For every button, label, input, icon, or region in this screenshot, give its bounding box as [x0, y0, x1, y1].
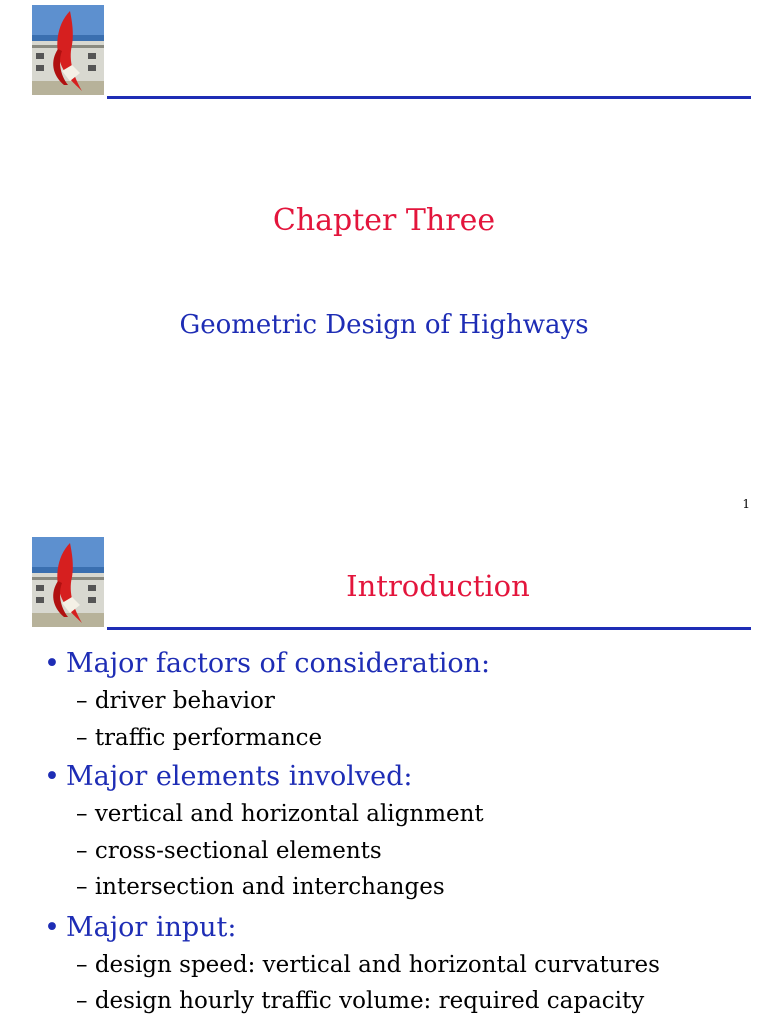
bullet-text: Major elements involved: [66, 761, 413, 792]
sub-item-text: design speed: vertical and horizontal curvatures [94, 952, 660, 978]
sub-item: – traffic performance [76, 725, 323, 751]
sub-item: – intersection and interchanges [76, 874, 445, 900]
university-logo [32, 5, 104, 95]
page-number: 1 [742, 497, 750, 511]
sub-item-text: intersection and interchanges [94, 874, 445, 900]
chapter-subtitle: Geometric Design of Highways [179, 310, 589, 340]
bullet-item: • Major elements involved: [44, 761, 413, 792]
sub-item-text: vertical and horizontal alignment [94, 801, 484, 827]
bullet-item: • Major factors of consideration: [44, 648, 491, 679]
sub-item: – design hourly traffic volume: required capacity [76, 988, 645, 1014]
sub-item-text: driver behavior [94, 688, 275, 714]
sub-item: – design speed: vertical and horizontal curvatures [76, 952, 660, 978]
slide-2 [0, 512, 768, 1024]
header-rule [107, 96, 751, 99]
chapter-title: Chapter Three [272, 203, 496, 238]
header-rule [107, 627, 751, 630]
sub-item: – cross-sectional elements [76, 838, 382, 864]
sub-item: – driver behavior [76, 688, 275, 714]
slide-title: Introduction [346, 569, 530, 603]
bullet-text: Major input: [66, 912, 237, 943]
bullet-item: • Major input: [44, 912, 237, 943]
bullet-text: Major factors of consideration: [66, 648, 491, 679]
sub-item-text: traffic performance [94, 725, 323, 751]
sub-item-text: cross-sectional elements [94, 838, 382, 864]
sub-item-text: design hourly traffic volume: required capacity [94, 988, 645, 1014]
sub-item: – vertical and horizontal alignment [76, 801, 484, 827]
